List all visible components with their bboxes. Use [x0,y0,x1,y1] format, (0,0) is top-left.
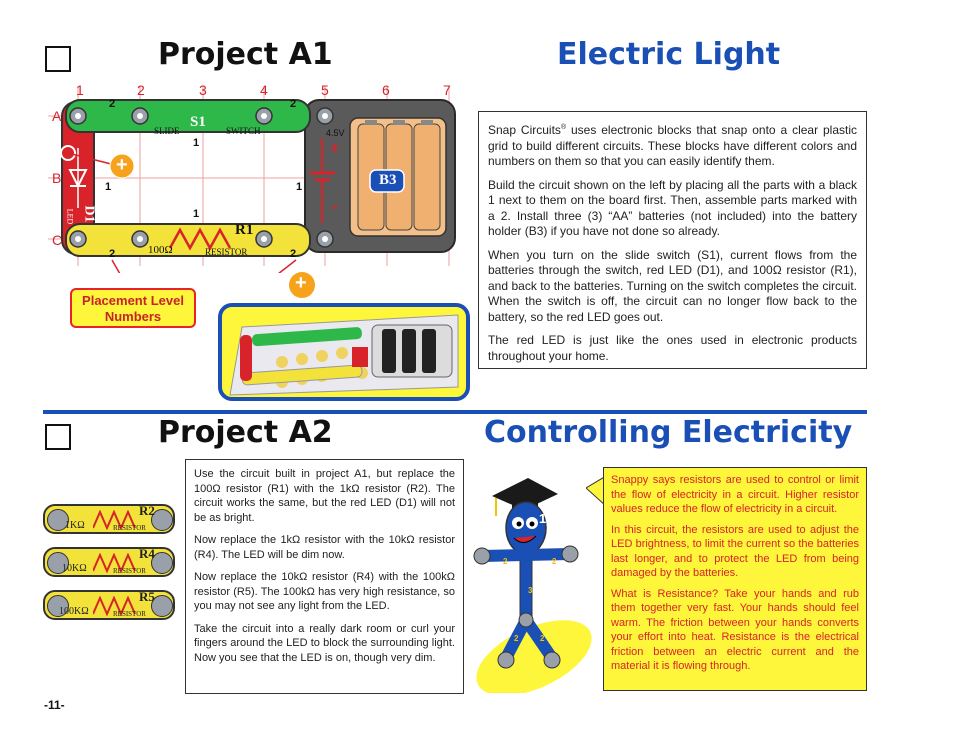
resistor-r4-value: 10KΩ [62,563,87,574]
switch-label: S1 [190,114,206,130]
led-text: LED [65,208,75,225]
project-a1-subtitle: Electric Light [557,37,781,72]
snappy-shadow [465,605,603,693]
a2-paragraph-2: Now replace the 1kΩ resistor with the 10kΩ resistor (R4). The LED will be dim now. [194,534,455,561]
resistor-block [66,224,310,256]
project-a1-checkbox[interactable] [45,46,71,72]
grid-row-c: C [52,232,63,248]
grid-col-4: 4 [260,82,268,98]
section-divider [43,410,867,414]
resistor-block-r4 [43,547,175,577]
resistor-r4-text: RESISTOR [113,567,146,575]
battery-label: B3 [379,172,397,188]
snappy-paragraph-3: What is Resistance? Take your hands and rub them together very fast. Your hands should feel warm. The friction between your hands converts your effort into heat. Resistance is the electrical friction between an electric current and the material it is flowing through. [611,587,859,672]
a1-p1-brand: Snap Circuits [488,123,561,137]
snappy-paragraph-2: In this circuit, the resistors are used to adjust the LED brightness, to limit the current so the batteries last longer, and to protect the LED from being damaged by the batteries. [611,523,859,579]
grid-col-5: 5 [321,82,329,98]
snappy-number-leg-right: 2 [540,634,545,643]
resistor-text: RESISTOR [205,247,248,257]
page-number: -11- [44,698,65,712]
slide-switch-block [66,100,310,132]
a1-p1-text: uses electronic blocks that snap onto a clear plastic grid to build different circuits. These blocks have different colors and numbers on them so that you can easily identify them. [488,123,857,168]
grid-col-7: 7 [443,82,451,98]
level-pointer-line-left [112,260,128,273]
a1-paragraph-1 [488,120,857,170]
switch-text-left: SLIDE [154,126,180,136]
level-pointer-line-right [260,260,296,273]
level-number: 2 [290,98,297,110]
grid-row-b: B [52,170,62,186]
resistor-block-r2 [43,504,175,534]
level-number: 1 [296,181,303,193]
resistor-value: 100Ω [148,244,173,256]
grid-col-1: 1 [76,82,84,98]
project-a1-title: Project A1 [158,37,333,72]
a2-paragraph-3: Now replace the 10kΩ resistor (R4) with the 100kΩ resistor (R5). The 100kΩ has very high resistance, so you may not see any light from the LED. [194,571,455,612]
a2-description-box [185,459,464,694]
a1-paragraph-4: The red LED is just like the ones used in electronic products throughout your home. [488,333,857,363]
battery-plus: + [330,140,340,157]
resistor-r4-label: R4 [139,546,155,561]
snappy-number-arm-right: 2 [552,557,557,566]
level-number: 2 [109,98,116,110]
resistor-r2-text: RESISTOR [113,524,146,532]
battery-minus: - [332,196,338,216]
led-label: D1 [81,205,97,223]
resistor-r5-value: 100KΩ [59,606,89,617]
project-a2-subtitle: Controlling Electricity [484,415,853,450]
level-number: 2 [290,248,297,260]
level-number: 2 [109,248,116,260]
resistor-r2-value: 1KΩ [65,520,85,531]
placement-level-callout: Placement Level Numbers [70,288,196,328]
circuit-diagram [40,78,460,273]
snappy-number-body: 3 [528,586,533,595]
a1-description-box [478,111,867,369]
resistor-r2-label: R2 [139,503,155,518]
a2-paragraph-1: Use the circuit built in project A1, but replace the 100Ω resistor (R1) with the 1kΩ resistor (R2). The circuit works the same, but the red LED (D1) will not be as bright. [194,468,455,524]
level-number: 1 [193,208,200,220]
battery-voltage: 4.5V [326,128,345,138]
snappy-number-leg-left: 2 [514,634,519,643]
circuit-photo [218,303,470,401]
a1-paragraph-3: When you turn on the slide switch (S1), current flows from the batteries through the switch, red LED (D1), and 100Ω resistor (R1), and back to the batteries. Turning on the switch completes the circuit. When the switch is off, the circuit can no longer flow back to the battery, so the red LED goes out. [488,247,857,324]
level-number: 1 [193,137,200,149]
grid-row-a: A [52,108,62,124]
grid-col-6: 6 [382,82,390,98]
circuit-photo-image [222,307,466,397]
project-a2-title: Project A2 [158,415,333,450]
grid-col-2: 2 [137,82,145,98]
project-a2-checkbox[interactable] [45,424,71,450]
resistor-label: R1 [235,222,254,238]
grid-col-3: 3 [199,82,207,98]
switch-text-right: SWITCH [226,126,261,136]
resistor-r5-text: RESISTOR [113,610,146,618]
a2-paragraph-4: Take the circuit into a really dark room or curl your fingers around the LED to block the surrounding light. Now you see that the LED is on, though very dim. [194,622,455,664]
level-number: 1 [105,181,112,193]
resistor-block-r5 [43,590,175,620]
resistor-r5-label: R5 [139,589,155,604]
a1-paragraph-2: Build the circuit shown on the left by placing all the parts with a black 1 next to them on the board first. Then, assemble parts marked with a 2. Install three (3) “AA” batteries (not included) into the battery holder (B3) if you have not done so already. [488,177,857,238]
snappy-number-head: 1 [539,511,547,526]
snappy-info-box [603,467,867,691]
snappy-paragraph-1: Snappy says resistors are used to control or limit the flow of electricity in a circuit. Higher resistor values reduce the flow of electricity in a circuit. [611,474,859,515]
photo-plus-badge-text: + [295,272,307,294]
snappy-number-arm-left: 2 [503,557,508,566]
plus-badge-text: + [116,154,128,176]
registered-mark: ® [560,124,567,131]
